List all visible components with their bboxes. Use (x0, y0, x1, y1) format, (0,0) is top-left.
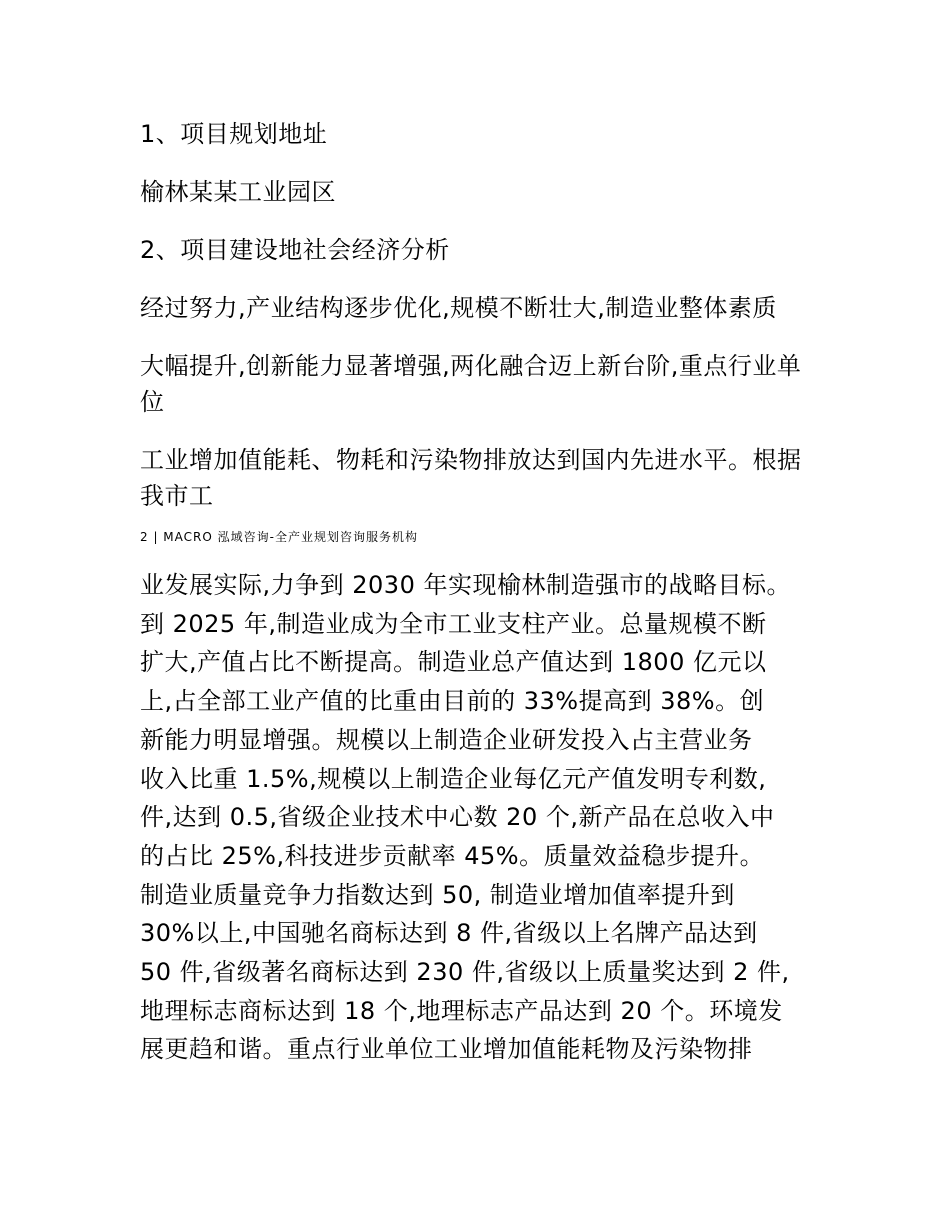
body-line: 50 件,省级著名商标达到 230 件,省级以上质量奖达到 2 件, (140, 958, 790, 987)
body-line: 上,占全部工业产值的比重由目前的 33%提高到 38%。创 (140, 687, 765, 716)
body-line: 的占比 25%,科技进步贡献率 45%。质量效益稳步提升。 (140, 841, 765, 870)
page-footer: 2 | MACRO 泓域咨询-全产业规划咨询服务机构 (140, 530, 418, 544)
body-line: 地理标志商标达到 18 个,地理标志产品达到 20 个。环境发 (140, 996, 783, 1025)
body-line: 展更趋和谐。重点行业单位工业增加值能耗物及污染物排 (140, 1035, 753, 1064)
body-line: 到 2025 年,制造业成为全市工业支柱产业。总量规模不断 (140, 609, 767, 638)
body-line: 业发展实际,力争到 2030 年实现榆林制造强市的战略目标。 (140, 571, 791, 599)
body-line: 件,达到 0.5,省级企业技术中心数 20 个,新产品在总收入中 (140, 803, 775, 832)
body-line: 收入比重 1.5%,规模以上制造企业每亿元产值发明专利数, (140, 764, 767, 793)
section-heading-1: 1、项目规划地址 (140, 120, 328, 148)
body-line: 30%以上,中国驰名商标达到 8 件,省级以上名牌产品达到 (140, 919, 758, 948)
document-page (140, 116, 820, 1069)
project-location: 榆林某某工业园区 (140, 178, 336, 206)
body-line: 扩大,产值占比不断提高。制造业总产值达到 1800 亿元以 (140, 648, 767, 677)
body-line: 新能力明显增强。规模以上制造企业研发投入占主营业务 (140, 725, 753, 754)
body-text (140, 566, 820, 1069)
section-heading-2: 2、项目建设地社会经济分析 (140, 236, 450, 264)
paragraph-2: 大幅提升,创新能力显著增强,两化融合迈上新台阶,重点行业单位 (140, 352, 802, 416)
body-line: 制造业质量竞争力指数达到 50, 制造业增加值率提升到 (140, 880, 735, 909)
paragraph-3: 工业增加值能耗、物耗和污染物排放达到国内先进水平。根据我市工 (140, 446, 802, 510)
paragraph-1: 经过努力,产业结构逐步优化,规模不断壮大,制造业整体素质 (140, 294, 777, 322)
